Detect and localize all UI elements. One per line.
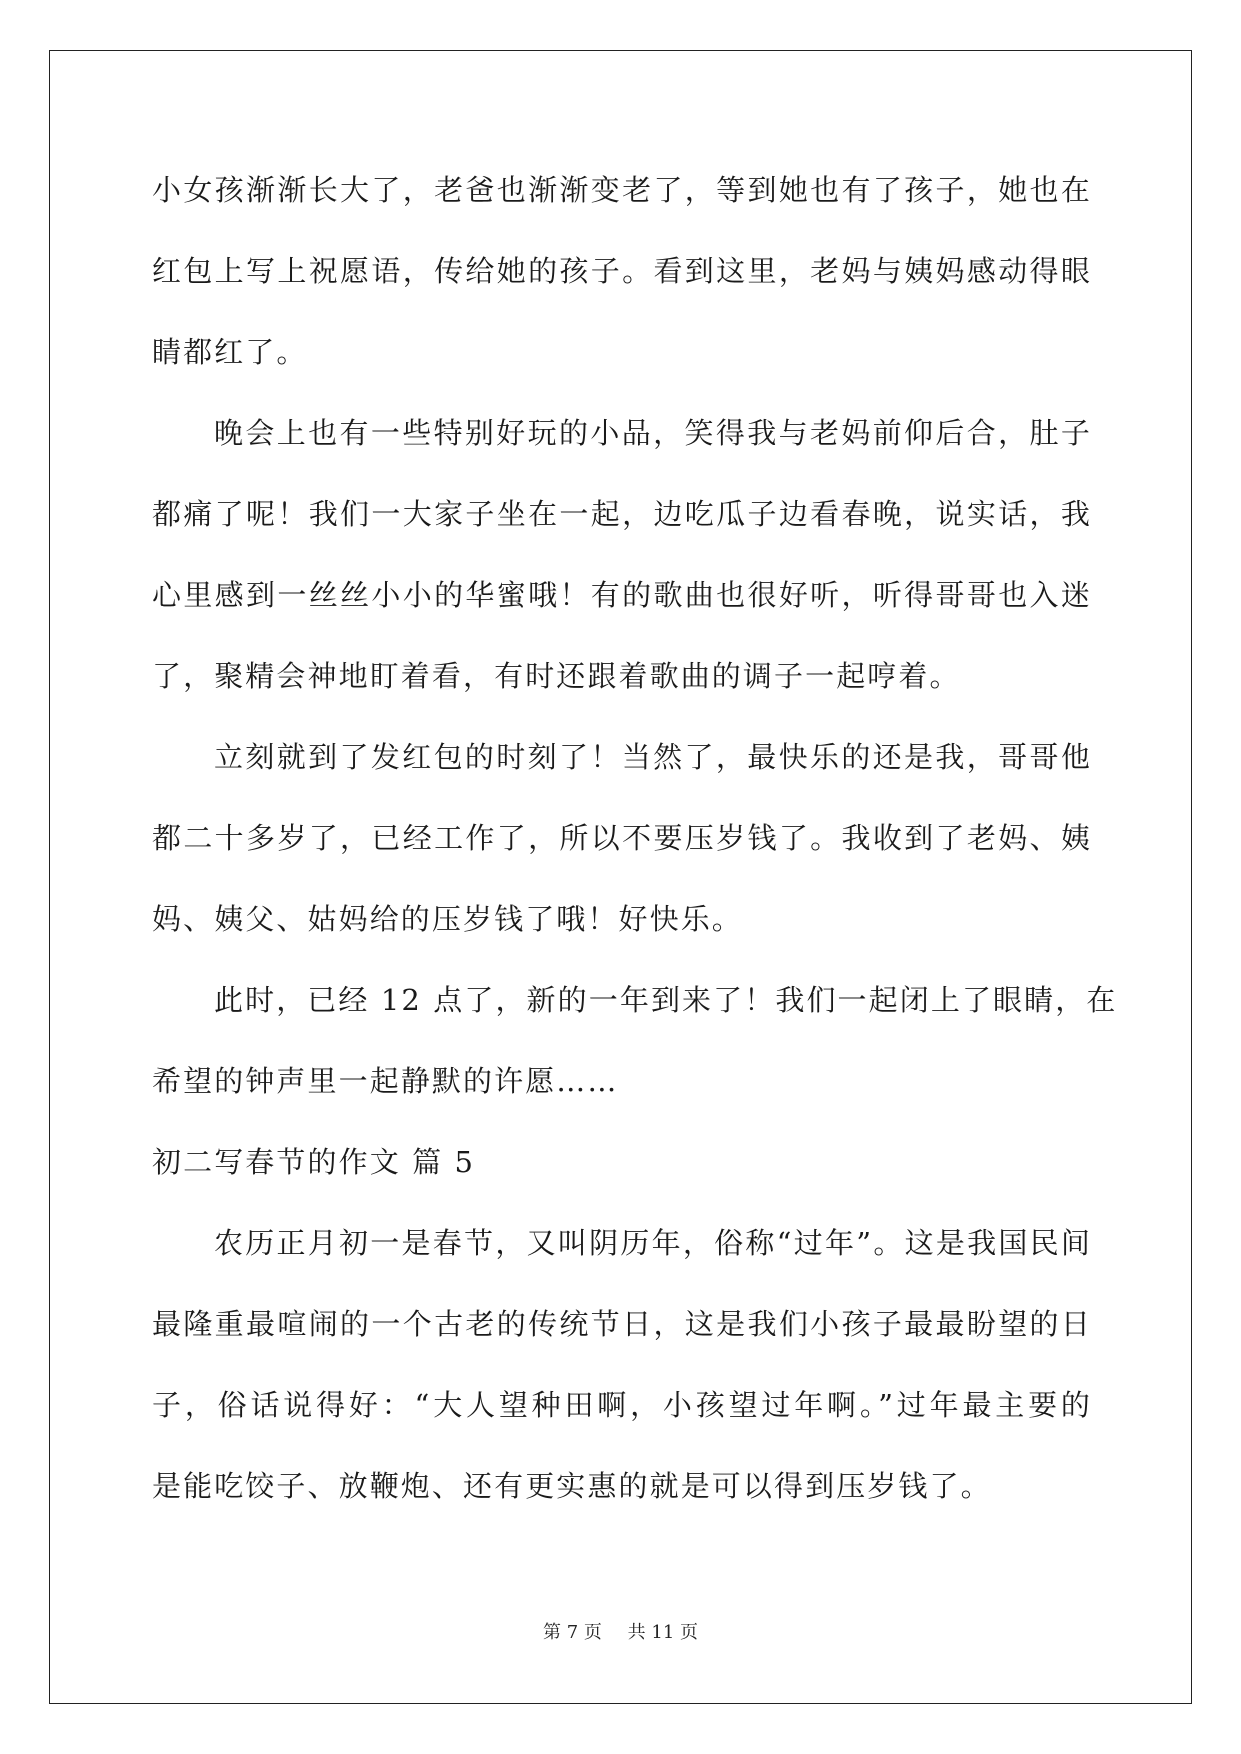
text-line: 最隆重最喧闹的一个古老的传统节日，这是我们小孩子最最盼望的日 (152, 1307, 1092, 1341)
text-line: 妈、姨父、姑妈给的压岁钱了哦！好快乐。 (152, 902, 743, 936)
text-line: 小女孩渐渐长大了，老爸也渐渐变老了，等到她也有了孩子，她也在 (152, 173, 1092, 207)
page-footer (0, 1618, 1241, 1644)
text-line: 红包上写上祝愿语，传给她的孩子。看到这里，老妈与姨妈感动得眼 (152, 254, 1092, 288)
text-line: 农历正月初一是春节，又叫阴历年，俗称“过年”。这是我国民间 (214, 1226, 1092, 1260)
document-body (152, 160, 1118, 1537)
paragraph (152, 160, 1092, 403)
paragraph (152, 403, 1092, 727)
text-line: 都痛了呢！我们一大家子坐在一起，边吃瓜子边看春晚，说实话，我 (152, 497, 1092, 531)
paragraph (152, 1213, 1092, 1537)
page-number: 第 7 页 (543, 1622, 602, 1643)
text-line: 希望的钟声里一起静默的许愿…… (152, 1064, 619, 1098)
text-line: 心里感到一丝丝小小的华蜜哦！有的歌曲也很好听，听得哥哥也入迷 (152, 578, 1092, 612)
text-line: 此时，已经 12 点了，新的一年到来了！我们一起闭上了眼睛，在 (214, 983, 1118, 1017)
text-line: 了，聚精会神地盯着看，有时还跟着歌曲的调子一起哼着。 (152, 659, 961, 693)
text-line: 立刻就到了发红包的时刻了！当然了，最快乐的还是我，哥哥他 (214, 740, 1092, 774)
text-line: 是能吃饺子、放鞭炮、还有更实惠的就是可以得到压岁钱了。 (152, 1469, 992, 1503)
text-line: 都二十多岁了，已经工作了，所以不要压岁钱了。我收到了老妈、姨 (152, 821, 1092, 855)
paragraph (152, 727, 1092, 970)
page-total: 共 11 页 (627, 1622, 698, 1643)
paragraph (152, 970, 1118, 1132)
section-heading: 初二写春节的作文 篇 5 (152, 1145, 476, 1179)
text-line: 睛都红了。 (152, 335, 308, 369)
text-line: 晚会上也有一些特别好玩的小品，笑得我与老妈前仰后合，肚子 (214, 416, 1092, 450)
text-line: 子，俗话说得好：“大人望种田啊，小孩望过年啊。”过年最主要的 (152, 1388, 1092, 1422)
